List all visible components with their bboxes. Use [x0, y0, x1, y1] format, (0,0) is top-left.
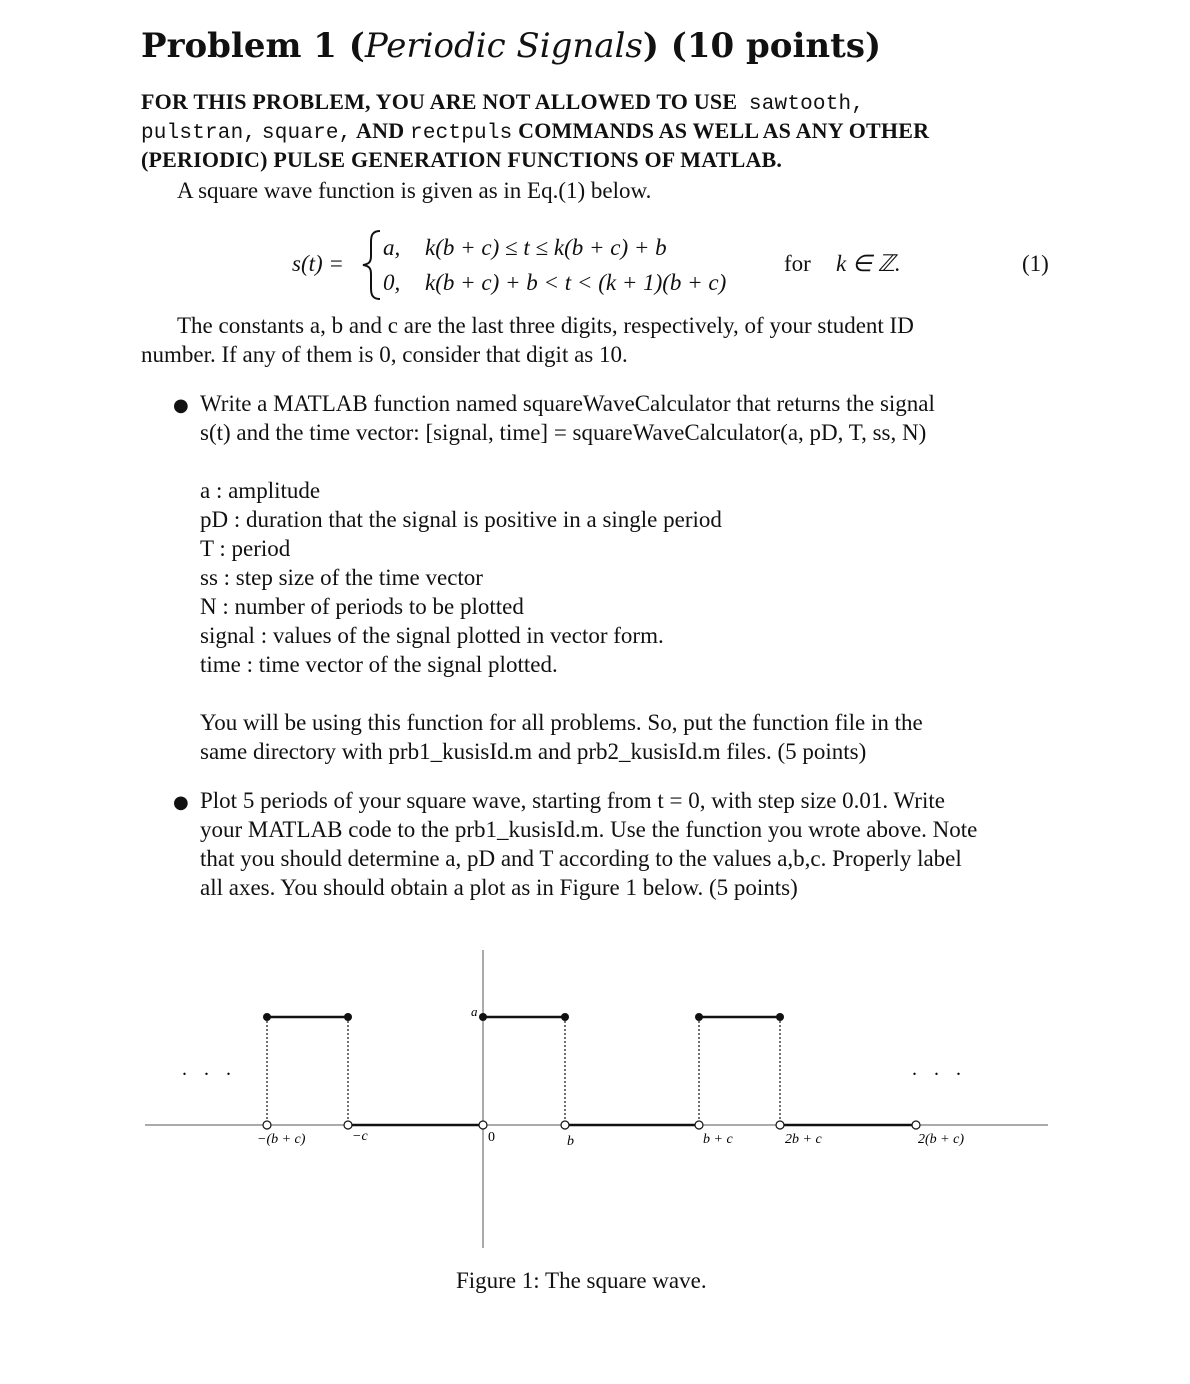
restriction-line-1: FOR THIS PROBLEM, YOU ARE NOT ALLOWED TO USE sawtooth,: [141, 89, 865, 116]
equation-case2-condition: k(b + c) + b < t < (k + 1)(b + c): [425, 270, 727, 295]
bullet-2-dot: ●: [173, 792, 189, 813]
equation-lhs: s(t) =: [292, 251, 344, 276]
open-endpoint: [344, 1121, 352, 1129]
equation-number: (1): [1022, 251, 1049, 276]
open-endpoint: [695, 1121, 703, 1129]
closed-endpoint: [344, 1013, 352, 1021]
closed-endpoint: [776, 1013, 784, 1021]
tick-label: 2b + c: [785, 1132, 822, 1147]
closed-endpoint: [695, 1013, 703, 1021]
param-item: N : number of periods to be plotted: [200, 594, 524, 619]
open-endpoint: [776, 1121, 784, 1129]
equation-for: for: [784, 251, 811, 276]
open-endpoint: [912, 1121, 920, 1129]
tick-label: −c: [352, 1129, 368, 1144]
usage-line-1: You will be using this function for all problems. So, put the function file in the: [200, 710, 923, 735]
equation-case2-value: 0,: [383, 270, 401, 295]
bullet-2-line-3: that you should determine a, pD and T according to the values a,b,c. Properly label: [200, 846, 962, 871]
closed-endpoint: [479, 1013, 487, 1021]
open-endpoint: [479, 1121, 487, 1129]
problem-title: Problem 1 (Periodic Signals) (10 points): [141, 26, 882, 66]
bullet-2-line-4: all axes. You should obtain a plot as in Figure 1 below. (5 points): [200, 875, 798, 900]
open-endpoint: [263, 1121, 271, 1129]
param-item: ss : step size of the time vector: [200, 565, 483, 590]
tick-label: −(b + c): [257, 1132, 306, 1147]
param-item: time : time vector of the signal plotted.: [200, 652, 558, 677]
closed-endpoint: [263, 1013, 271, 1021]
figure-caption: Figure 1: The square wave.: [456, 1268, 707, 1293]
closed-endpoint: [561, 1013, 569, 1021]
bullet-1-line-2: s(t) and the time vector: [signal, time] = squareWaveCalculator(a, pD, T, ss, N): [200, 420, 927, 445]
equation-case1-condition: k(b + c) ≤ t ≤ k(b + c) + b: [425, 235, 667, 260]
bullet-2-line-1: Plot 5 periods of your square wave, starting from t = 0, with step size 0.01. Write: [200, 788, 945, 813]
param-item: signal : values of the signal plotted in vector form.: [200, 623, 664, 648]
intro-text: A square wave function is given as in Eq.(1) below.: [177, 178, 652, 203]
amplitude-label: a: [471, 1004, 478, 1019]
usage-line-2: same directory with prb1_kusisId.m and prb2_kusisId.m files. (5 points): [200, 739, 867, 764]
restriction-line-3: (PERIODIC) PULSE GENERATION FUNCTIONS OF MATLAB.: [141, 147, 783, 172]
constants-line-1: The constants a, b and c are the last three digits, respectively, of your student ID: [177, 313, 914, 338]
param-item: a : amplitude: [200, 478, 321, 503]
bullet-1-line-1: Write a MATLAB function named squareWaveCalculator that returns the signal: [200, 391, 935, 416]
equation-case1-value: a,: [383, 235, 401, 260]
bullet-1-dot: ●: [173, 395, 189, 416]
right-ellipsis: . . .: [912, 1058, 967, 1080]
tick-label: b + c: [703, 1132, 733, 1147]
constants-line-2: number. If any of them is 0, consider that digit as 10.: [141, 342, 628, 367]
tick-label: b: [567, 1134, 574, 1149]
tick-label: 2(b + c): [918, 1132, 964, 1147]
param-item: pD : duration that the signal is positive in a single period: [200, 507, 722, 532]
equation-domain: k ∈ ℤ.: [836, 251, 901, 276]
left-ellipsis: . . .: [182, 1058, 237, 1080]
restriction-line-2: pulstran, square, AND rectpuls COMMANDS AS WELL AS ANY OTHER: [141, 118, 930, 145]
bullet-2-line-2: your MATLAB code to the prb1_kusisId.m. Use the function you wrote above. Note: [200, 817, 978, 842]
open-endpoint: [561, 1121, 569, 1129]
tick-label: 0: [488, 1130, 495, 1145]
param-item: T : period: [200, 536, 291, 561]
